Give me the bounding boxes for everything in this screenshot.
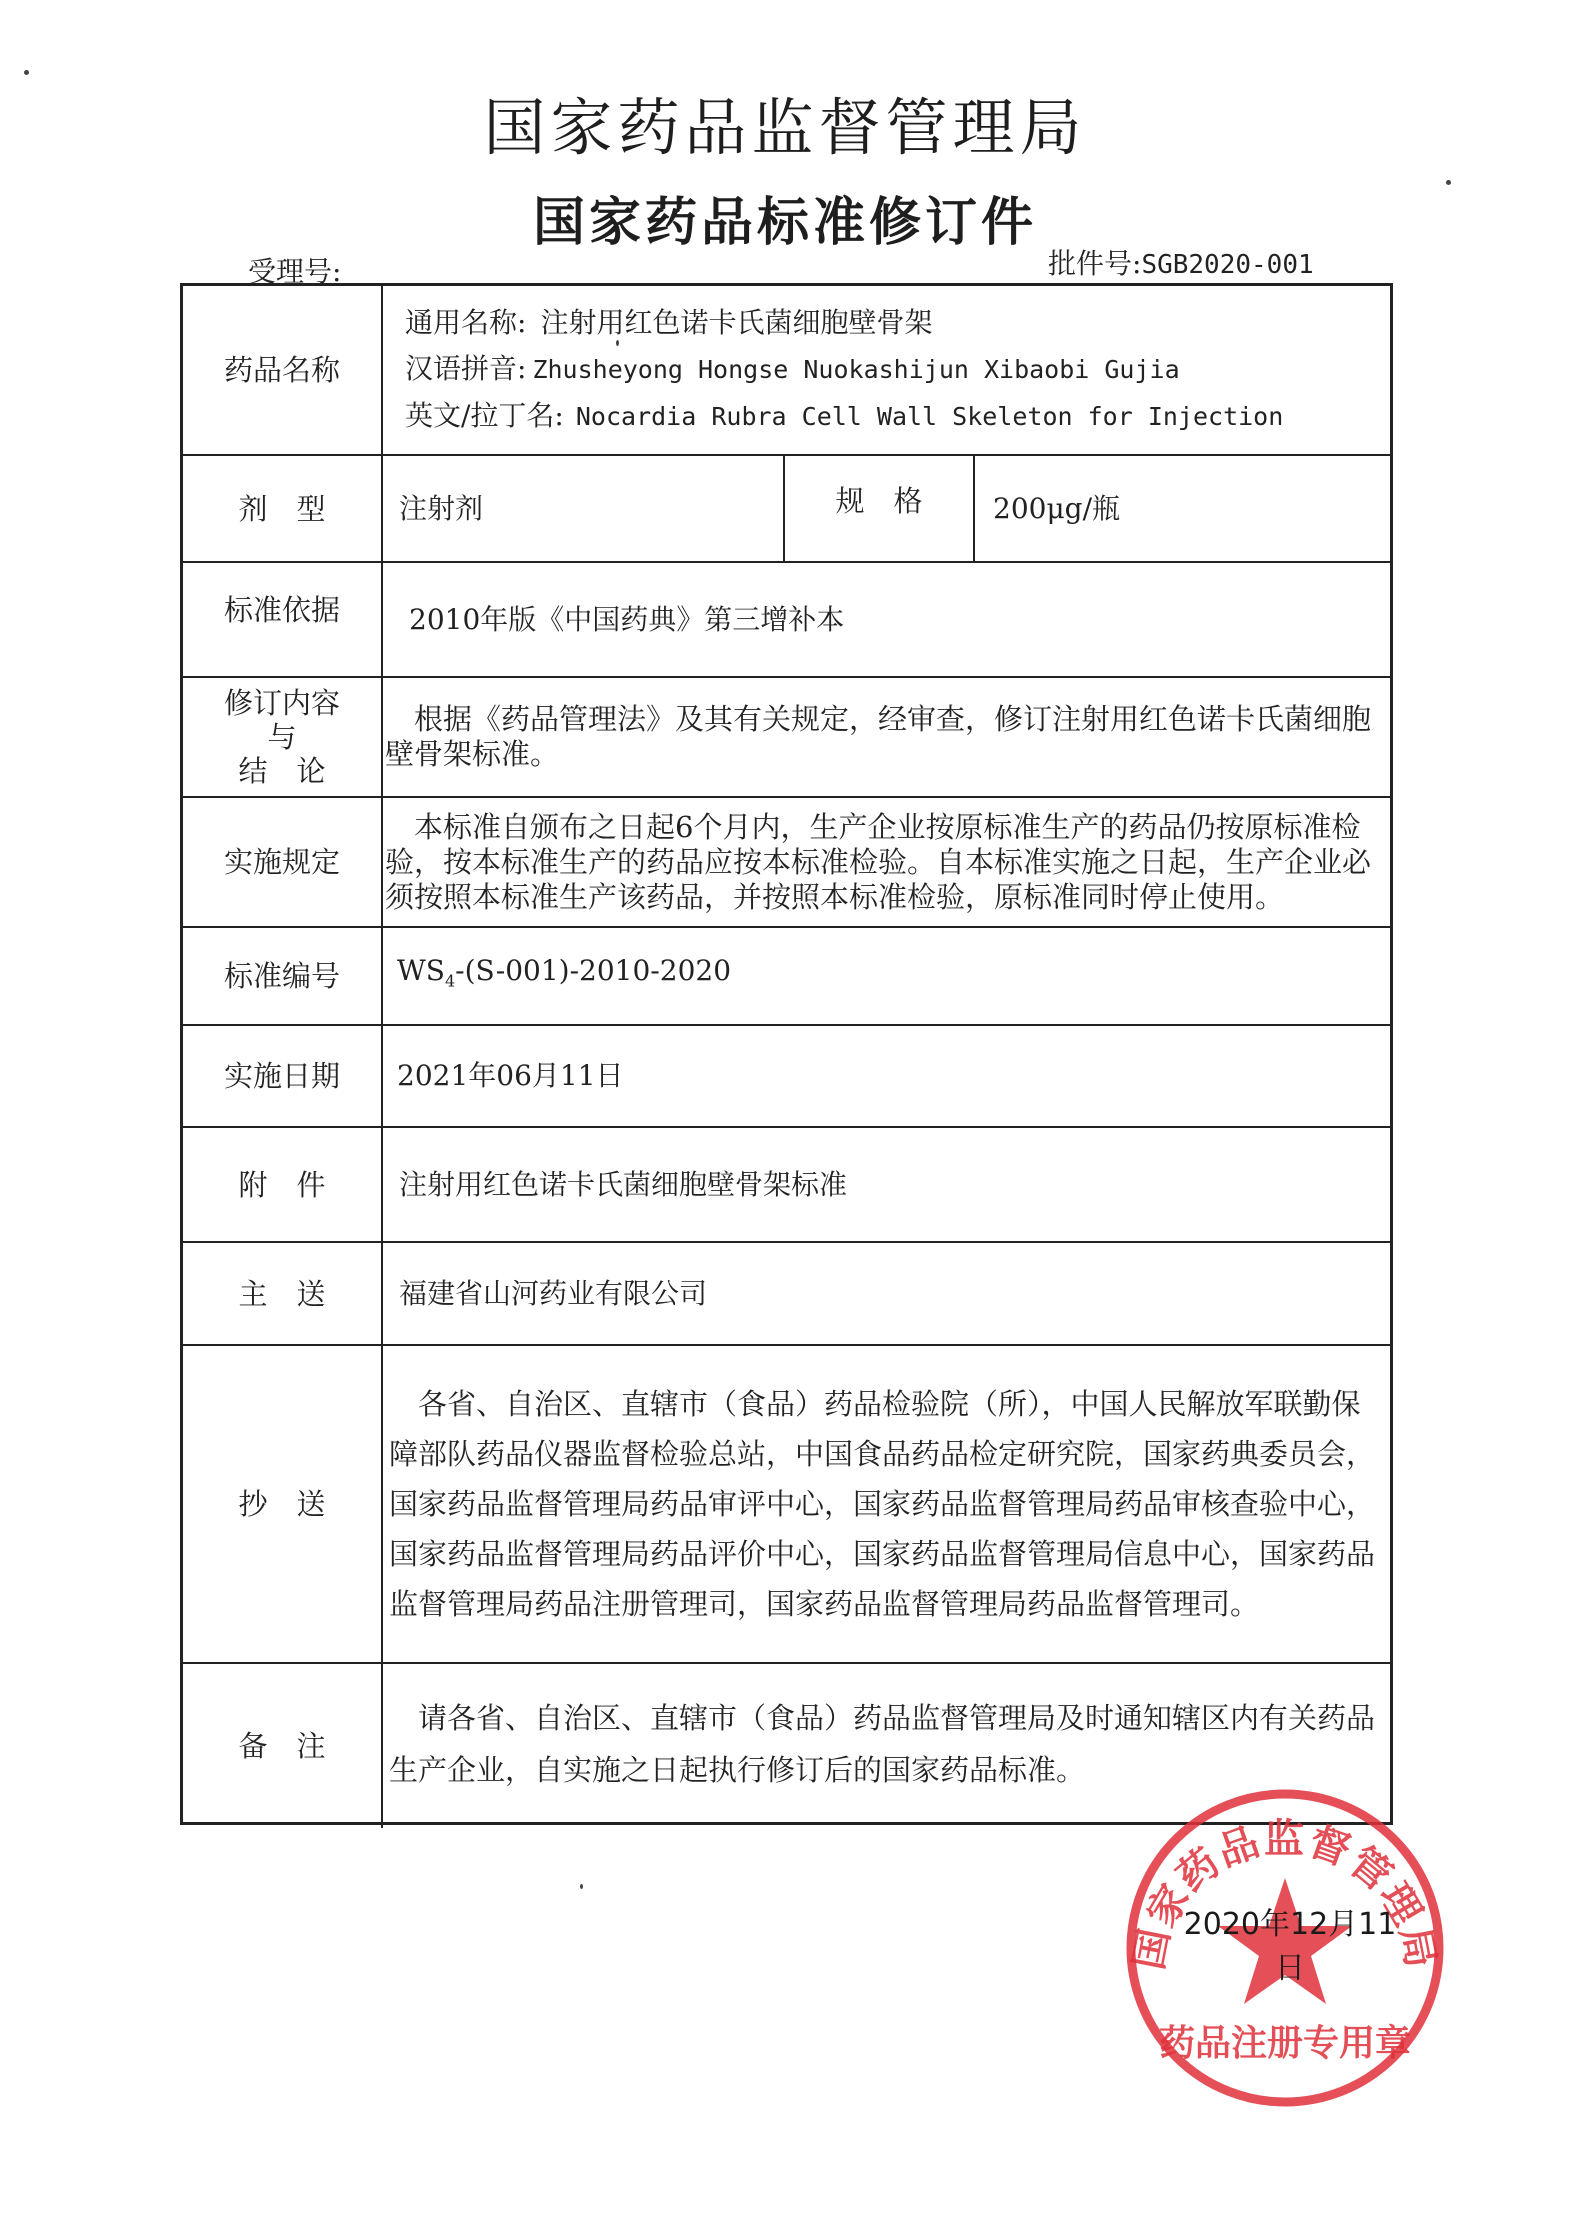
remarks-label: 备 注 — [183, 1664, 383, 1828]
scan-speck — [580, 1884, 583, 1889]
spec-value: 200μg/瓶 — [993, 491, 1120, 525]
english-name-label: 英文/拉丁名: — [405, 399, 564, 432]
remarks-text: 请各省、自治区、直辖市（食品）药品监督管理局及时通知辖区内有关药品生产企业，自实施之日起执行修订后的国家药品标准。 — [389, 1701, 1376, 1787]
spec-label: 规 格 — [785, 456, 975, 561]
row-implementation-date — [183, 1026, 1390, 1128]
row-cc — [183, 1346, 1390, 1664]
basis-label: 标准依据 — [183, 563, 383, 676]
drug-name-values — [383, 286, 1390, 454]
revision-label — [183, 678, 383, 796]
main-recipient-value: 福建省山河药业有限公司 — [399, 1276, 708, 1310]
implementation-date-value: 2021年06月11日 — [397, 1059, 624, 1092]
implementation-date-label: 实施日期 — [183, 1026, 383, 1126]
scan-speck — [616, 340, 619, 346]
implementation-value — [383, 798, 1390, 926]
revision-form-table — [180, 283, 1393, 1825]
generic-name-value: 注射用红色诺卡氏菌细胞壁骨架 — [540, 306, 933, 339]
drug-name-label: 药品名称 — [183, 286, 383, 454]
batch-number — [1048, 242, 1314, 282]
batch-number-label: 批件号: — [1048, 247, 1142, 280]
row-implementation — [183, 798, 1390, 928]
revision-value — [383, 678, 1390, 796]
basis-value: 2010年版《中国药典》第三增补本 — [409, 602, 845, 636]
revision-label-line3: 结 论 — [238, 754, 326, 788]
dosage-label: 剂 型 — [183, 456, 383, 561]
row-basis — [183, 563, 1390, 678]
standard-number-label: 标准编号 — [183, 928, 383, 1024]
row-dosage — [183, 456, 1390, 563]
pinyin-value: Zhusheyong Hongse Nuokashijun Xibaobi Gujia — [532, 355, 1180, 384]
standard-number-value — [383, 928, 1390, 1024]
english-name-line — [405, 398, 1380, 435]
main-recipient-label: 主 送 — [183, 1243, 383, 1344]
cc-label: 抄 送 — [183, 1346, 383, 1662]
standard-number-sub: 4 — [444, 971, 456, 991]
revision-label-line2: 与 — [267, 720, 297, 754]
pinyin-label: 汉语拼音: — [405, 352, 527, 385]
attachment-label: 附 件 — [183, 1128, 383, 1241]
generic-name-line — [405, 305, 1380, 341]
generic-name-label: 通用名称: — [405, 306, 527, 339]
revision-text: 根据《药品管理法》及其有关规定，经审查，修订注射用红色诺卡氏菌细胞壁骨架标准。 — [385, 702, 1372, 771]
row-drug-name — [183, 286, 1390, 456]
cc-value — [383, 1346, 1390, 1662]
implementation-label: 实施规定 — [183, 798, 383, 926]
standard-number-rest: -(S-001)-2010-2020 — [455, 953, 732, 987]
revision-label-line1: 修订内容 — [223, 686, 340, 720]
attachment-value: 注射用红色诺卡氏菌细胞壁骨架标准 — [399, 1167, 848, 1201]
agency-heading: 国家药品监督管理局 — [483, 91, 1087, 164]
row-standard-number — [183, 928, 1390, 1026]
issue-date: 2020年12月11日 — [1183, 1907, 1397, 1986]
cc-text: 各省、自治区、直辖市（食品）药品检验院（所），中国人民解放军联勤保障部队药品仪器监督检验总站，中国食品药品检定研究院，国家药典委员会，国家药品监督管理局药品审评中心，国家药品监督管理局药品审核查验中心，国家药品监督管理局药品评价中心，国家药品监督管理局信息中心，国家药品监督管理局药品注册管理司，国家药品监督管理局药品监督管理司。 — [389, 1387, 1376, 1621]
seal-bottom-text: 药品注册专用章 — [1158, 2023, 1412, 2064]
implementation-text: 本标准自颁布之日起6个月内，生产企业按原标准生产的药品仍按原标准检验，按本标准生产的药品应按本标准检验。自本标准实施之日起，生产企业必须按照本标准生产该药品，并按照本标准检验，原标准同时停止使用。 — [385, 809, 1372, 914]
standard-number-prefix: WS — [397, 953, 445, 987]
batch-number-value: SGB2020-001 — [1141, 250, 1314, 280]
row-main-recipient — [183, 1243, 1390, 1346]
dosage-value: 注射剂 — [399, 491, 484, 525]
scan-speck — [24, 70, 29, 75]
document-title: 国家药品标准修订件 — [532, 192, 1037, 253]
seal-arc-textpath: 国家药品监督管理局 — [1125, 1816, 1445, 1974]
row-attachment — [183, 1128, 1390, 1243]
pinyin-line — [405, 351, 1380, 388]
row-revision — [183, 678, 1390, 798]
acceptance-number-label: 受理号: — [248, 255, 342, 288]
english-name-value: Nocardia Rubra Cell Wall Skeleton for Injection — [575, 402, 1284, 431]
scan-speck — [1446, 180, 1451, 185]
